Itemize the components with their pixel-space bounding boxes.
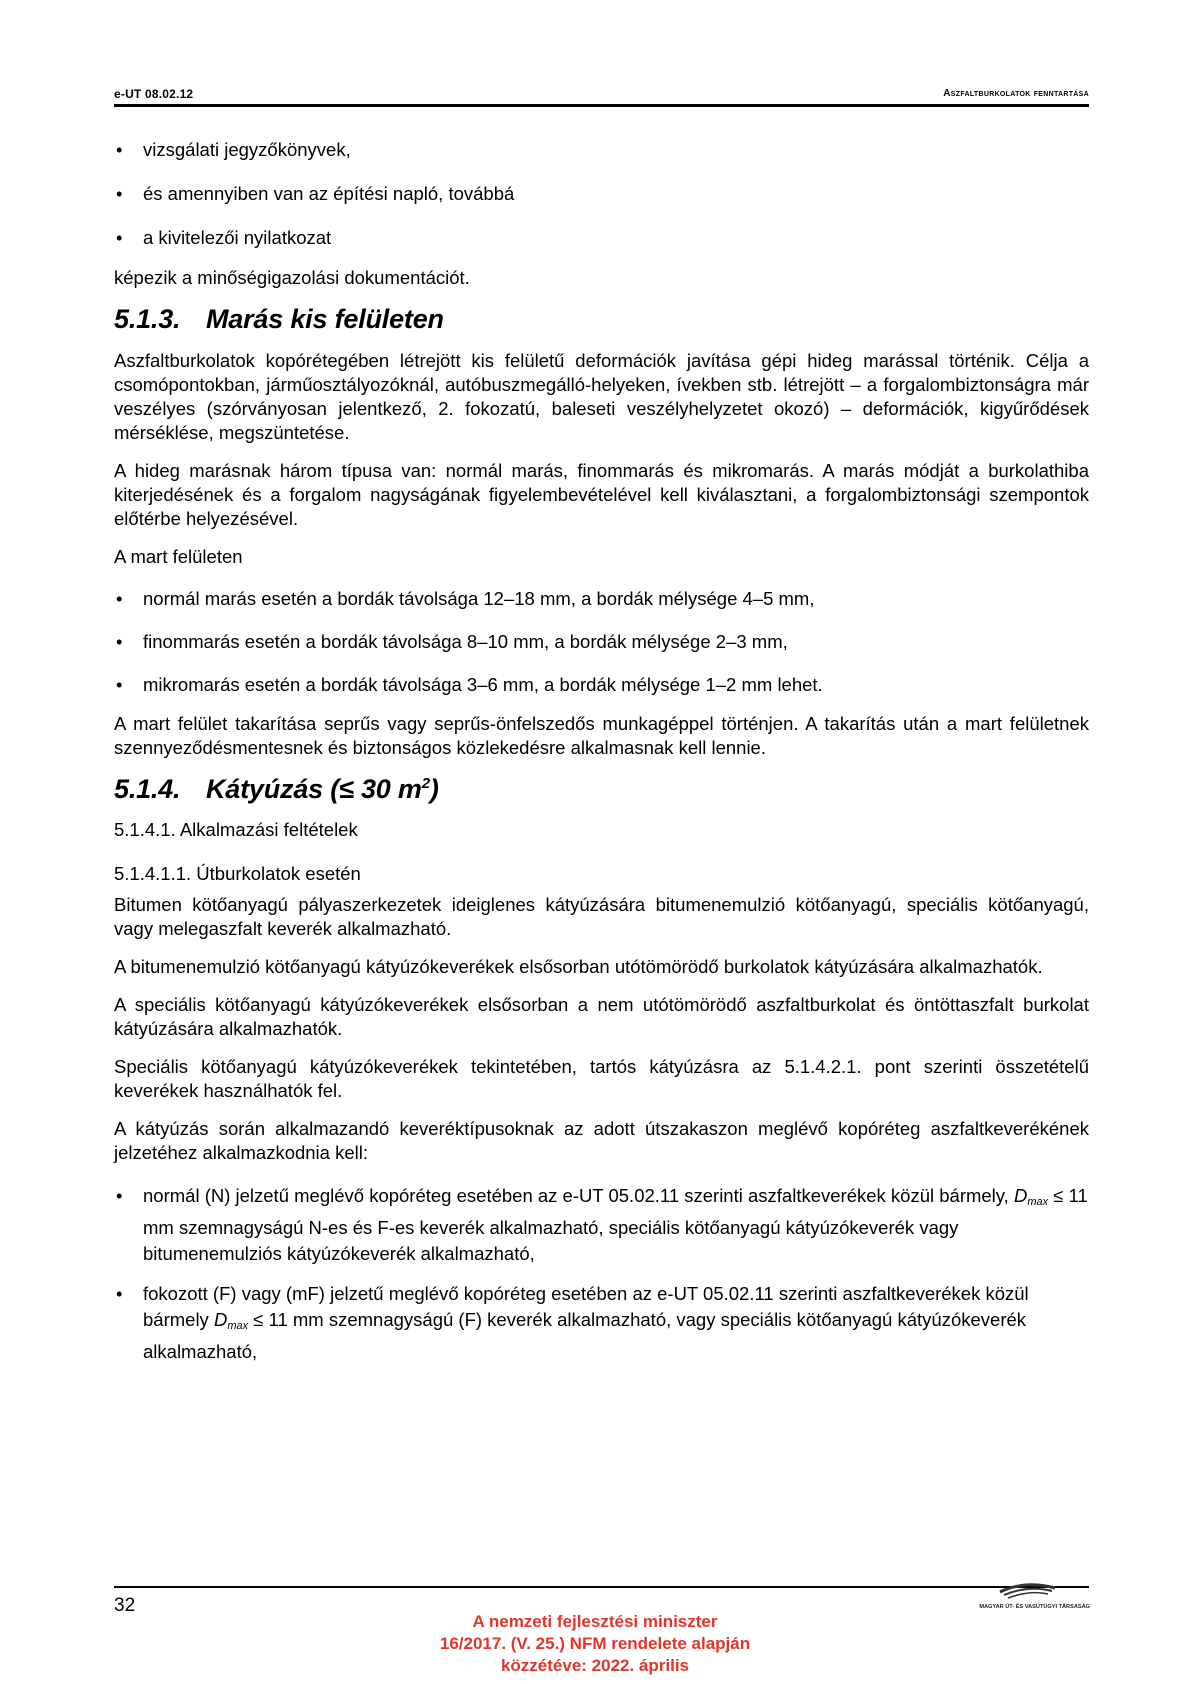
superscript: 2 (421, 775, 430, 792)
section-heading-513 (114, 304, 1089, 335)
intro-closing-paragraph: képezik a minőségigazolási dokumentációt. (114, 267, 470, 288)
publication-line: A nemzeti fejlesztési miniszter (472, 1612, 718, 1631)
dmax-symbol: D (1013, 1185, 1028, 1206)
list-item-text: ≤ 11 mm szemnagyságú (F) keverék alkalmazható, vagy speciális kötőanyagú kátyúzókeverék alkalmazható, (143, 1309, 1027, 1362)
paragraph: Speciális kötőanyagú kátyúzókeverékek tekintetében, tartós kátyúzásra az 5.1.4.2.1. pont szerinti összetételű keverékek használhatók fel. (114, 1056, 1089, 1101)
paragraph: Bitumen kötőanyagú pályaszerkezetek ideiglenes kátyúzására bitumenemulzió kötőanyagú, speciális kötőanyagú, vagy melegaszfalt keverék alkalmazható. (114, 894, 1089, 939)
publication-line: közzétéve: 2022. április (500, 1656, 690, 1675)
section-title-end: ) (429, 774, 439, 804)
document-id: e-UT 08.02.12 (114, 87, 194, 101)
paragraph: A bitumenemulzió kötőanyagú kátyúzókeverékek elsősorban utótömörödő burkolatok kátyúzására alkalmazhatók. (114, 956, 1043, 977)
section-number: 5.1.4. (114, 774, 181, 804)
dmax-subscript: max (1027, 1196, 1049, 1208)
intro-bullet-list (114, 138, 1089, 250)
paragraph: A mart felület takarítása seprűs vagy seprűs-önfelszedős munkagéppel történjen. A takarítás után a mart felületnek szennyeződésmentesnek és biztonságos közlekedésre alkalmasnak kell lennie. (114, 713, 1089, 758)
list-item-text: normál (N) jelzetű meglévő kopóréteg esetében az e-UT 05.02.11 szerinti aszfaltkeverékek közül bármely, (143, 1185, 1014, 1206)
society-logo-icon (940, 1578, 1090, 1618)
list-item: • finommarás esetén a bordák távolsága 8–10 mm, a bordák mélysége 2–3 mm, (114, 630, 1089, 654)
page-content (114, 138, 1089, 1379)
page-number: 32 (114, 1595, 136, 1616)
logo-text: MAGYAR ÚT- ÉS VASÚTÜGYI TÁRSASÁG (979, 1604, 1090, 1610)
subsection-heading: 5.1.4.1. Alkalmazási feltételek (114, 819, 358, 840)
publication-notice (395, 1611, 795, 1677)
dmax-symbol: D (213, 1309, 228, 1330)
list-item: • a kivitelezői nyilatkozat (114, 226, 1089, 250)
list-item: • vizsgálati jegyzőkönyvek, (114, 138, 1089, 162)
list-item (114, 1281, 1089, 1365)
list-item-text: ≤ 11 mm szemnagyságú N-es és F-es keverék alkalmazható, speciális kötőanyagú kátyúzókeverék vagy bitumenemulziós kátyúzókeverék alkalmazható, (143, 1185, 1088, 1264)
section-number: 5.1.3. (114, 304, 181, 334)
paragraph: A mart felületen (114, 546, 243, 567)
paragraph: A kátyúzás során alkalmazandó keveréktípusoknak az adott útszakaszon meglévő kopóréteg aszfaltkeverékének jelzetéhez alkalmazkodnia kell: (114, 1118, 1089, 1163)
subsubsection-heading: 5.1.4.1.1. Útburkolatok esetén (114, 863, 361, 884)
section-title: Marás kis felületen (206, 304, 444, 334)
list-item-text: fokozott (F) vagy (mF) jelzetű meglévő kopóréteg esetében az e-UT 05.02.11 szerinti aszfaltkeverékek közül bármely (143, 1283, 1029, 1330)
paragraph: A hideg marásnak három típusa van: normál marás, finommarás és mikromarás. A marás módját a burkolathiba kiterjedésének és a forgalom nagyságának figyelembevételével kell kiválasztani, a forgalombiztonsági szempontok előtérbe helyezésével. (114, 460, 1089, 529)
paragraph: A speciális kötőanyagú kátyúzókeverékek elsősorban a nem utótömörödő aszfaltburkolat és öntöttaszfalt burkolat kátyúzására alkalmazhatók. (114, 994, 1089, 1039)
dmax-subscript: max (227, 1320, 249, 1332)
paragraph: Aszfaltburkolatok kopórétegében létrejött kis felületű deformációk javítása gépi hideg marással történik. Célja a csomópontokban, járműosztályozóknál, autóbuszmegálló-helyeken, ívekben stb. létrejött – a forgalombiztonságra már veszélyes (szórványosan jelentkező, 2. fokozatú, baleseti veszélyhelyzetet okozó) – deformációk, kigyűrődések mérséklése, megszüntetése. (114, 350, 1089, 443)
document-title: Aszfaltburkolatok fenntartása (943, 88, 1089, 99)
milling-bullet-list (114, 587, 1089, 697)
section-heading-514 (114, 774, 1089, 805)
publication-line: 16/2017. (V. 25.) NFM rendelete alapján (439, 1634, 751, 1653)
list-item: • normál marás esetén a bordák távolsága 12–18 mm, a bordák mélysége 4–5 mm, (114, 587, 1089, 611)
mix-bullet-list (114, 1183, 1089, 1365)
section-title: Kátyúzás (≤ 30 m (206, 774, 422, 804)
list-item: • és amennyiben van az építési napló, továbbá (114, 182, 1089, 206)
list-item (114, 1183, 1089, 1267)
page-header (114, 84, 1089, 107)
list-item: • mikromarás esetén a bordák távolsága 3–6 mm, a bordák mélysége 1–2 mm lehet. (114, 673, 1089, 697)
